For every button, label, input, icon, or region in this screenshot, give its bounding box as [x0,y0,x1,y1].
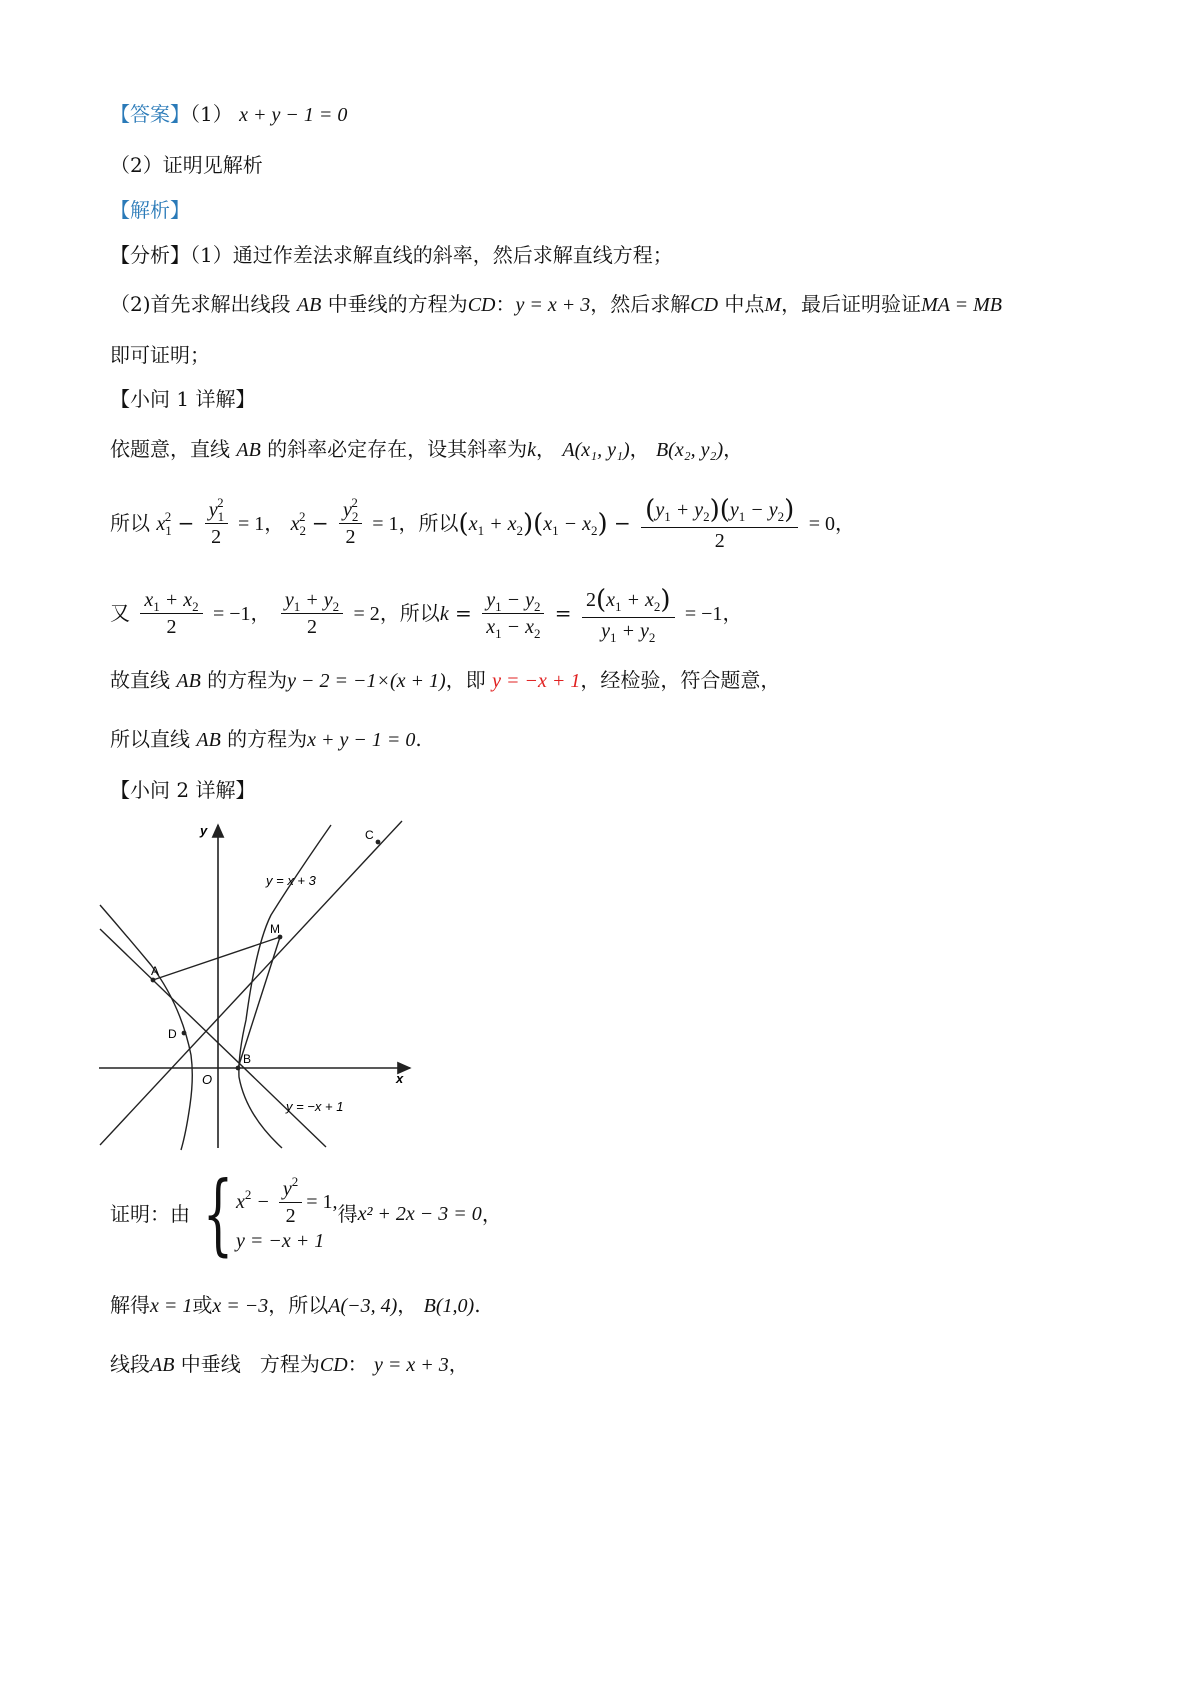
q1-line-4 [110,668,780,693]
math-point-a-coord: A(−3, 4) [328,1295,398,1317]
math-ab: AB [236,439,261,461]
q2-text: ， [481,1202,502,1226]
math-k: k [527,439,537,461]
math-cd: CD [319,1354,348,1376]
q2-text: 线段 [110,1352,150,1376]
q2-solution-line [110,1293,481,1318]
label-line-ab: y = −x + 1 [286,1099,344,1114]
q2-tag: 【小问 2 详解】 [110,778,256,802]
q1-text: ，所以 [398,510,459,535]
answer-line-1 [110,102,347,127]
math-point-a: A(x₁, y₁) [562,439,630,461]
math-cd: CD [467,294,496,316]
hyperbola-figure [96,815,426,1155]
answer-tag: 【答案】 [110,102,190,126]
q1-text: 的方程为 [227,727,308,751]
q1-text: 所以直线 [110,727,190,751]
q1-text: 又 [110,600,130,625]
q2-text: 或 [192,1293,213,1317]
label-c: C [365,828,374,842]
q1-text: ， [264,510,285,535]
q2-text: 中垂线 [180,1352,241,1376]
frac-slope-2: $\frac{2(x_1 + x_2)}{y_1 + y_2}$ [582,584,675,645]
analysis-line-1 [110,243,673,267]
system-brace: { [202,1162,234,1265]
label-d: D [168,1027,177,1041]
point-c [376,840,381,845]
q2-text: 解得 [110,1293,150,1317]
math-ab: AB [196,729,221,751]
q1-line-5 [110,727,422,752]
analysis-tag: 【解析】 [110,198,190,222]
analysis-text-1: （1）通过作差法求解直线的斜率，然后求解直线方程； [190,243,673,267]
analysis-text: （2)首先求解出线段 [110,292,291,316]
line-ab [100,929,326,1147]
analysis-line-3: 即可证明； [110,343,210,367]
segment-am [153,937,280,980]
point-a [151,978,156,983]
math-ab: AB [150,1354,175,1376]
system-row-1: $x^2$ − $\frac{y^2}{2}$ = 1, [236,1173,338,1227]
q2-text: . [474,1293,481,1317]
q1-text: ， [723,437,744,461]
q1-text: ， [722,600,743,625]
math-product-x: $(x_1 + x_2)(x_1 - x_2)$ [458,508,608,539]
q2-text: 方程为 [259,1352,320,1376]
answer-part1-num: （1） [190,102,233,126]
math-ma-mb: MA = MB [921,294,1002,316]
math-point-b-coord: B(1,0) [423,1295,475,1317]
q2-perp-line [110,1352,469,1377]
line-cd [100,821,402,1145]
frac-slope: $\frac{y_1 - y_2}{x_1 - x_2}$ [482,588,544,641]
q1-text: ， [629,437,650,461]
math-root-2: x = −3 [212,1295,269,1317]
q1-tag: 【小问 1 详解】 [110,387,256,411]
y-axis-label: y [200,823,208,838]
q2-proof-line [110,1162,502,1265]
frac-y2sq-2: $\frac{y_2^2}{2}$ [339,498,362,551]
analysis-sub-tag: 【分析】 [110,243,190,267]
q1-line-3: 又 $\frac{x_1 + x_2}{2}$ = −1， $\frac{y_1 + y_2}{2}$ = 2，所以k = $\frac{y_1 - y_2}{x_1 - x_2}$ = $\frac{2(x_1 + x_2)}{y_1 + y_2}$ = −1， [110,585,743,645]
frac-y-sum: $\frac{y_1 + y_2}{2}$ [281,588,343,641]
math-rhs: = 0 [808,512,835,535]
system-row-2: y = −x + 1 [236,1229,325,1252]
q1-text: ， [536,437,557,461]
math-x2-sq: $x_2^2$ [290,508,307,538]
q1-text: ，经检验，符合题意， [580,668,781,692]
q1-text: 的方程为 [207,668,288,692]
math-point-b: B(x₂, y₂) [655,439,724,461]
label-b: B [243,1052,252,1066]
answer-part1-eq: x + y − 1 = 0 [239,104,348,126]
math-highlight-eq: y = −x + 1 [492,670,581,692]
math-rhs: = 2 [353,602,380,625]
q2-text: ， [397,1293,418,1317]
math-cd: CD [690,294,719,316]
q2-text: ： [347,1352,368,1376]
point-d [182,1031,187,1036]
math-perp-eq: y = x + 3 [374,1354,449,1376]
math-final-eq: x + y − 1 = 0 [307,729,416,751]
label-a: A [151,964,160,978]
q1-text: 的斜率必定存在，设其斜率为 [267,437,528,461]
math-cd-eq: y = x + 3 [515,294,591,316]
q1-text: 故直线 [110,668,170,692]
frac-x-sum: $\frac{x_1 + x_2}{2}$ [140,588,202,641]
q2-text: 证明：由 [110,1202,190,1226]
equation-system [236,1173,338,1252]
analysis-text: ，最后证明验证 [781,292,922,316]
math-line-eq: y − 2 = −1×(x + 1) [287,670,446,692]
math-rhs: = 1 [372,512,399,535]
analysis-line-2 [110,292,1002,317]
x-axis-label: x [396,1071,404,1086]
q2-text: 得 [337,1202,358,1226]
analysis-text: ： [495,292,516,316]
q1-text: ， [834,510,855,535]
label-m: M [270,922,280,936]
q1-text: . [415,727,422,751]
q1-text: 所以 [110,510,150,535]
point-b [236,1066,241,1071]
analysis-text: ，然后求解 [590,292,691,316]
label-line-cd: y = x + 3 [266,873,316,888]
frac-y1sq-2: $\frac{y_1^2}{2}$ [205,498,228,551]
math-rhs: = −1 [684,602,723,625]
frac-product-y: $\frac{(y_1 + y_2)(y_1 - y_2)}{2}$ [641,494,798,555]
math-rhs: = −1 [212,602,251,625]
q2-text: ， [448,1352,469,1376]
analysis-text: 中垂线的方程为 [327,292,468,316]
q1-line-1 [110,437,743,462]
math-ab: AB [176,670,201,692]
analysis-text: 中点 [724,292,765,316]
q1-text: ，即 [445,668,486,692]
math-rhs: = 1, [306,1190,338,1213]
q1-line-2: 所以 $x_1^2$ − $\frac{y_1^2}{2}$ = 1， $x_2^2$ − $\frac{y_2^2}{2}$ = 1，所以$(x_1 + x_2)(x_1 - x_2)$ − $\frac{(y_1 + y_2)(y_1 - y_2)}{2}$ = 0， [110,494,855,555]
math-m: M [764,294,782,316]
q1-text: 依题意，直线 [110,437,230,461]
origin-label: O [202,1072,213,1087]
math-root-1: x = 1 [150,1295,193,1317]
q1-text: ，所以 [379,600,440,625]
math-x1-sq: $x_1^2$ [156,508,172,538]
q1-text: ， [250,600,271,625]
math-quadratic: x² + 2x − 3 = 0 [357,1203,482,1225]
math-rhs: = 1 [237,512,265,535]
q2-text: ，所以 [268,1293,329,1317]
segment-bm [238,937,280,1068]
answer-line-2: （2）证明见解析 [110,153,263,177]
math-k: k [439,602,449,625]
math-ab: AB [296,294,322,316]
